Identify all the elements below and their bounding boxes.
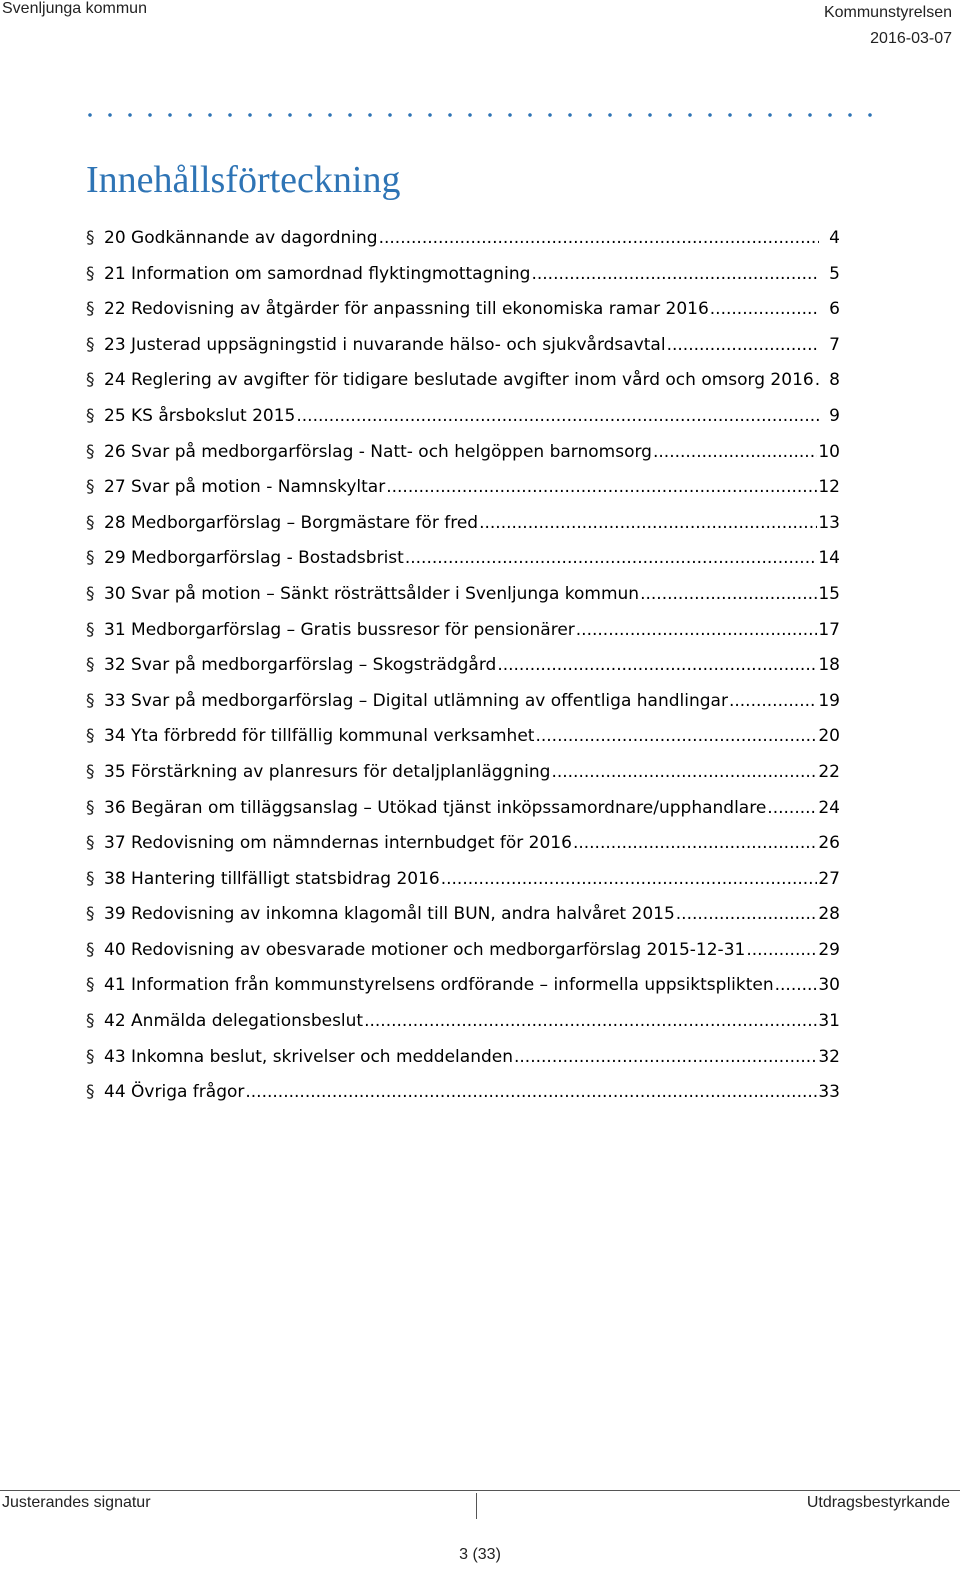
dot-leader <box>245 1082 817 1102</box>
section-symbol: § <box>86 441 95 462</box>
toc-entry-page: 13 <box>818 512 840 533</box>
toc-entry-page: 24 <box>818 797 840 818</box>
toc-entry-page: 19 <box>818 690 840 711</box>
toc-entry-title: 22 Redovisning av åtgärder för anpassning till ekonomiska ramar 2016 <box>104 299 709 320</box>
toc-entry[interactable] <box>86 299 840 335</box>
toc-entry-page: 20 <box>818 726 840 747</box>
toc-entry-title: 25 KS årsbokslut 2015 <box>104 405 296 426</box>
toc-entry-title: 41 Information från kommunstyrelsens ordförande – informella uppsiktsplikten <box>104 975 774 996</box>
section-symbol: § <box>86 833 95 854</box>
toc-entry-title: 35 Förstärkning av planresurs för detaljplanläggning <box>104 761 551 782</box>
toc-entry[interactable] <box>86 335 840 371</box>
section-symbol: § <box>86 477 95 498</box>
dot-leader <box>640 584 817 604</box>
toc-entry[interactable] <box>86 655 840 691</box>
toc-entry[interactable] <box>86 904 840 940</box>
dot-leader <box>296 406 819 426</box>
toc-entry[interactable] <box>86 406 840 442</box>
toc-entry-page: 9 <box>829 405 840 426</box>
toc-entry-title: 43 Inkomna beslut, skrivelser och meddelanden <box>104 1046 513 1067</box>
section-symbol: § <box>86 868 95 889</box>
toc-entry-page: 18 <box>818 655 840 676</box>
section-symbol: § <box>86 797 95 818</box>
dot-leader <box>514 1047 817 1067</box>
dot-leader <box>653 442 817 462</box>
dot-leader <box>405 548 818 568</box>
dot-leader <box>767 798 817 818</box>
toc-entry[interactable] <box>86 798 840 834</box>
section-symbol: § <box>86 904 95 925</box>
section-symbol: § <box>86 548 95 569</box>
dot-leader <box>551 762 817 782</box>
toc-entry-page: 5 <box>829 263 840 284</box>
toc-entry[interactable] <box>86 584 840 620</box>
footer-divider <box>0 1490 960 1491</box>
toc-entry-title: 37 Redovisning om nämndernas internbudget för 2016 <box>104 833 572 854</box>
toc-entry-page: 4 <box>829 228 840 248</box>
dot-leader <box>729 691 817 711</box>
section-symbol: § <box>86 263 95 284</box>
section-symbol: § <box>86 583 95 604</box>
section-symbol: § <box>86 1082 95 1103</box>
section-symbol: § <box>86 370 95 391</box>
toc-entry-page: 7 <box>829 334 840 355</box>
toc-entry[interactable] <box>86 264 840 300</box>
section-symbol: § <box>86 939 95 960</box>
toc-entry-title: 23 Justerad uppsägningstid i nuvarande hälso- och sjukvårdsavtal <box>104 334 666 355</box>
header-date: 2016-03-07 <box>870 30 952 47</box>
toc-entry-page: 26 <box>818 833 840 854</box>
toc-entry-title: 28 Medborgarförslag – Borgmästare för fred <box>104 512 479 533</box>
section-symbol: § <box>86 1011 95 1032</box>
toc-entry[interactable] <box>86 691 840 727</box>
toc-entry-title: 31 Medborgarförslag – Gratis bussresor för pensionärer <box>104 619 575 640</box>
section-symbol: § <box>86 405 95 426</box>
toc-entry[interactable] <box>86 477 840 513</box>
header-organization: Svenljunga kommun <box>2 0 147 17</box>
section-symbol: § <box>86 512 95 533</box>
section-symbol: § <box>86 655 95 676</box>
dot-leader <box>386 477 817 497</box>
dot-leader <box>535 726 817 746</box>
toc-entry-page: 31 <box>818 1011 840 1032</box>
toc-entry-title: 33 Svar på medborgarförslag – Digital utlämning av offentliga handlingar <box>104 690 728 711</box>
section-symbol: § <box>86 761 95 782</box>
toc-entry[interactable] <box>86 370 840 406</box>
footer-signature-label: Justerandes signatur <box>2 1494 151 1511</box>
toc-entry-title: 39 Redovisning av inkomna klagomål till BUN, andra halvåret 2015 <box>104 904 675 925</box>
toc-entry[interactable] <box>86 833 840 869</box>
toc-entry[interactable] <box>86 975 840 1011</box>
toc-entry-title: 30 Svar på motion – Sänkt rösträttsålder i Svenljunga kommun <box>104 583 640 604</box>
toc-entry-page: 14 <box>818 548 840 569</box>
toc-entry-title: 38 Hantering tillfälligt statsbidrag 2016 <box>104 868 440 889</box>
toc-entry[interactable] <box>86 1082 840 1118</box>
section-symbol: § <box>86 1046 95 1067</box>
dot-leader <box>531 264 819 284</box>
dot-leader <box>576 620 818 640</box>
toc-entry[interactable] <box>86 869 840 905</box>
toc-entry-title: 44 Övriga frågor <box>104 1082 245 1103</box>
toc-entry[interactable] <box>86 442 840 478</box>
dot-leader <box>497 655 817 675</box>
signature-divider <box>476 1493 477 1519</box>
toc-entry-title: 36 Begäran om tilläggsanslag – Utökad tjänst inköpssamordnare/upphandlare <box>104 797 767 818</box>
toc-entry-title: 20 Godkännande av dagordning <box>104 228 378 248</box>
toc-entry-page: 27 <box>818 868 840 889</box>
toc-entry-page: 32 <box>818 1046 840 1067</box>
dot-leader <box>710 299 819 319</box>
section-symbol: § <box>86 299 95 320</box>
toc-entry[interactable] <box>86 940 840 976</box>
dot-leader <box>441 869 818 889</box>
dot-leader <box>379 228 819 248</box>
toc-entry[interactable] <box>86 762 840 798</box>
toc-entry-page: 17 <box>818 619 840 640</box>
section-symbol: § <box>86 334 95 355</box>
toc-entry[interactable] <box>86 620 840 656</box>
toc-entry-title: 42 Anmälda delegationsbeslut <box>104 1011 364 1032</box>
toc-entry-page: 30 <box>818 975 840 996</box>
dot-leader <box>364 1011 817 1031</box>
toc-entry[interactable] <box>86 1047 840 1083</box>
toc-entry-title: 26 Svar på medborgarförslag - Natt- och helgöppen barnomsorg <box>104 441 652 462</box>
toc-entry-page: 28 <box>818 904 840 925</box>
toc-entry[interactable] <box>86 548 840 584</box>
section-symbol: § <box>86 228 95 248</box>
header-committee: Kommunstyrelsen <box>823 4 952 21</box>
dot-leader <box>815 370 819 390</box>
section-symbol: § <box>86 690 95 711</box>
dot-leader <box>573 833 817 853</box>
toc-entry-page: 33 <box>818 1082 840 1103</box>
toc-entry-page: 6 <box>829 299 840 320</box>
section-symbol: § <box>86 726 95 747</box>
table-of-contents <box>86 228 840 1118</box>
toc-entry[interactable] <box>86 726 840 762</box>
toc-entry-page: 12 <box>818 477 840 498</box>
toc-entry-page: 15 <box>818 583 840 604</box>
toc-title: Innehållsförteckning <box>86 159 401 201</box>
toc-entry[interactable] <box>86 513 840 549</box>
toc-entry[interactable] <box>86 1011 840 1047</box>
toc-entry-title: 29 Medborgarförslag - Bostadsbrist <box>104 548 404 569</box>
toc-entry-page: 10 <box>818 441 840 462</box>
toc-entry-title: 34 Yta förbredd för tillfällig kommunal verksamhet <box>104 726 535 747</box>
header-meta <box>824 0 952 52</box>
toc-entry-page: 8 <box>829 370 840 391</box>
dot-leader <box>746 940 817 960</box>
footer-certification-label: Utdragsbestyrkande <box>806 1494 950 1511</box>
dot-leader <box>667 335 819 355</box>
toc-entry-title: 21 Information om samordnad flyktingmottagning <box>104 263 531 284</box>
dot-leader <box>479 513 817 533</box>
page-number: 3 (33) <box>459 1546 501 1563</box>
toc-entry-page: 22 <box>818 761 840 782</box>
toc-entry-title: 24 Reglering av avgifter för tidigare beslutade avgifter inom vård och omsorg 2016 <box>104 370 814 391</box>
toc-entry-title: 32 Svar på medborgarförslag – Skogsträdgård <box>104 655 497 676</box>
toc-entry-page: 29 <box>818 939 840 960</box>
dotted-separator <box>80 110 880 120</box>
toc-entry-title: 40 Redovisning av obesvarade motioner och medborgarförslag 2015-12-31 <box>104 939 746 960</box>
dot-leader <box>676 904 818 924</box>
dot-leader <box>775 975 818 995</box>
toc-entry[interactable] <box>86 228 840 264</box>
section-symbol: § <box>86 619 95 640</box>
toc-entry-title: 27 Svar på motion - Namnskyltar <box>104 477 386 498</box>
section-symbol: § <box>86 975 95 996</box>
